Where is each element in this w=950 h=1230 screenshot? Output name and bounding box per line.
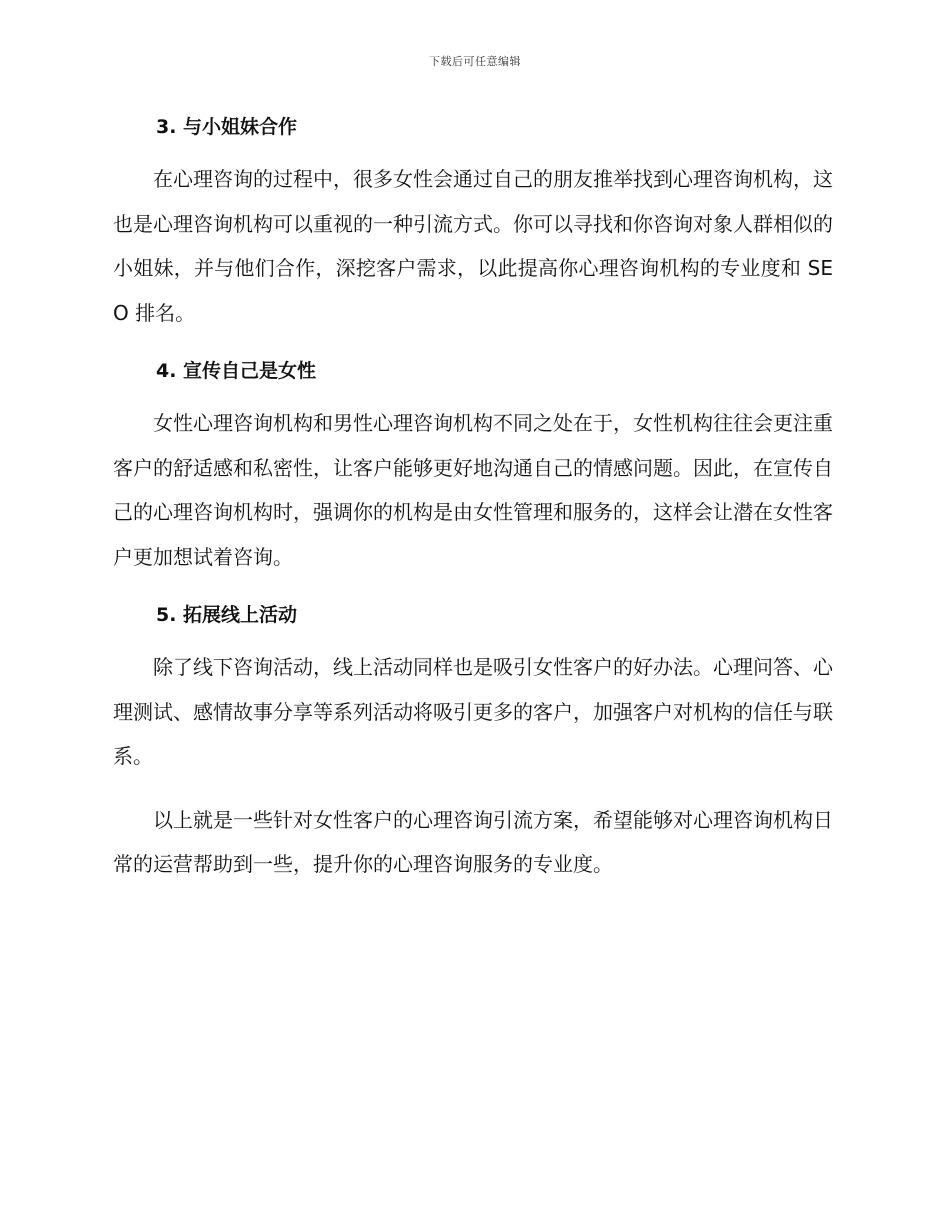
document-body <box>113 110 833 906</box>
section-heading-4: 4. 宣传自己是女性 <box>156 360 317 382</box>
section-heading-5: 5. 拓展线上活动 <box>156 604 298 626</box>
header-note: 下载后可任意编辑 <box>429 55 521 68</box>
conclusion-paragraph: 以上就是一些针对女性客户的心理咨询引流方案，希望能够对心理咨询机构日常的运营帮助到一些，提升你的心理咨询服务的专业度。 <box>113 807 833 876</box>
section-paragraph-4: 女性心理咨询机构和男性心理咨询机构不同之处在于，女性机构往往会更注重客户的舒适感和私密性，让客户能够更好地沟通自己的情感问题。因此，在宣传自己的心理咨询机构时，强调你的机构是由女性管理和服务的，这样会让潜在女性客户更加想试着咨询。 <box>113 411 833 569</box>
section-paragraph-3: 在心理咨询的过程中，很多女性会通过自己的朋友推举找到心理咨询机构，这也是心理咨询机构可以重视的一种引流方式。你可以寻找和你咨询对象人群相似的小姐妹，并与他们合作，深挖客户需求，以此提高你心理咨询机构的专业度和 SEO 排名。 <box>113 167 833 325</box>
section-paragraph-5: 除了线下咨询活动，线上活动同样也是吸引女性客户的好办法。心理问答、心理测试、感情故事分享等系列活动将吸引更多的客户，加强客户对机构的信任与联系。 <box>113 655 833 768</box>
section-heading-3: 3. 与小姐妹合作 <box>156 116 298 138</box>
